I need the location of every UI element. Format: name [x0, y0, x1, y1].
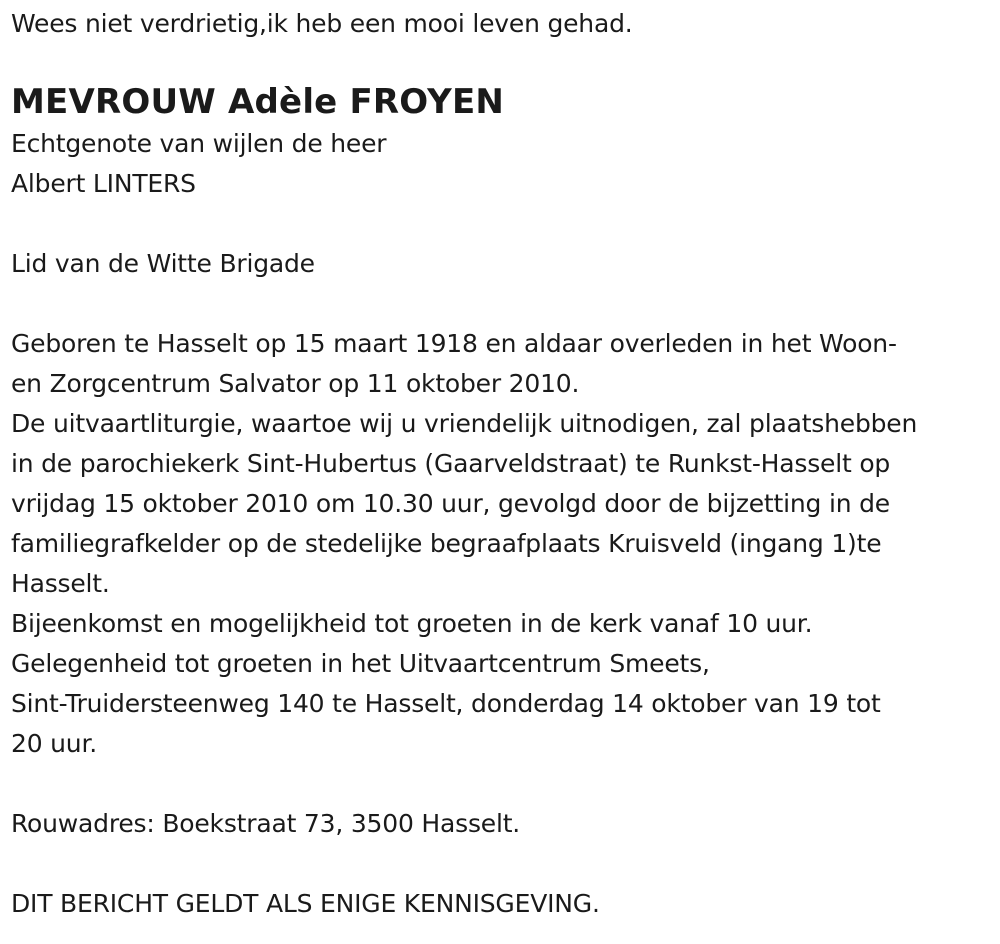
spouse-line-1: Echtgenote van wijlen de heer	[11, 129, 387, 158]
body-line: Hasselt.	[11, 569, 110, 598]
opening-quote: Wees niet verdrietig,ik heb een mooi leven gehad.	[11, 9, 633, 38]
body-line: in de parochiekerk Sint-Hubertus (Gaarveldstraat) te Runkst-Hasselt op	[11, 449, 891, 478]
notice-statement: DIT BERICHT GELDT ALS ENIGE KENNISGEVING.	[11, 889, 600, 918]
body-line: Gelegenheid tot groeten in het Uitvaartcentrum Smeets,	[11, 649, 710, 678]
spacer	[11, 204, 996, 244]
mourning-address: Rouwadres: Boekstraat 73, 3500 Hasselt.	[11, 809, 521, 838]
spacer	[11, 764, 996, 804]
obituary-notice	[11, 0, 996, 924]
body-line: vrijdag 15 oktober 2010 om 10.30 uur, gevolgd door de bijzetting in de	[11, 489, 890, 518]
deceased-name: MEVROUW Adèle FROYEN	[11, 82, 505, 122]
body-line: Sint-Truidersteenweg 140 te Hasselt, donderdag 14 oktober van 19 tot	[11, 689, 881, 718]
spouse-line-2: Albert LINTERS	[11, 169, 196, 198]
body-line: Bijeenkomst en mogelijkheid tot groeten in de kerk vanaf 10 uur.	[11, 609, 813, 638]
spacer	[11, 844, 996, 884]
body-line: familiegrafkelder op de stedelijke begraafplaats Kruisveld (ingang 1)te	[11, 529, 882, 558]
membership-line: Lid van de Witte Brigade	[11, 249, 315, 278]
body-line: en Zorgcentrum Salvator op 11 oktober 2010.	[11, 369, 580, 398]
body-line: De uitvaartliturgie, waartoe wij u vriendelijk uitnodigen, zal plaatshebben	[11, 409, 918, 438]
spacer	[11, 284, 996, 324]
body-line: Geboren te Hasselt op 15 maart 1918 en aldaar overleden in het Woon-	[11, 329, 897, 358]
body-text	[11, 324, 996, 764]
body-line: 20 uur.	[11, 729, 97, 758]
